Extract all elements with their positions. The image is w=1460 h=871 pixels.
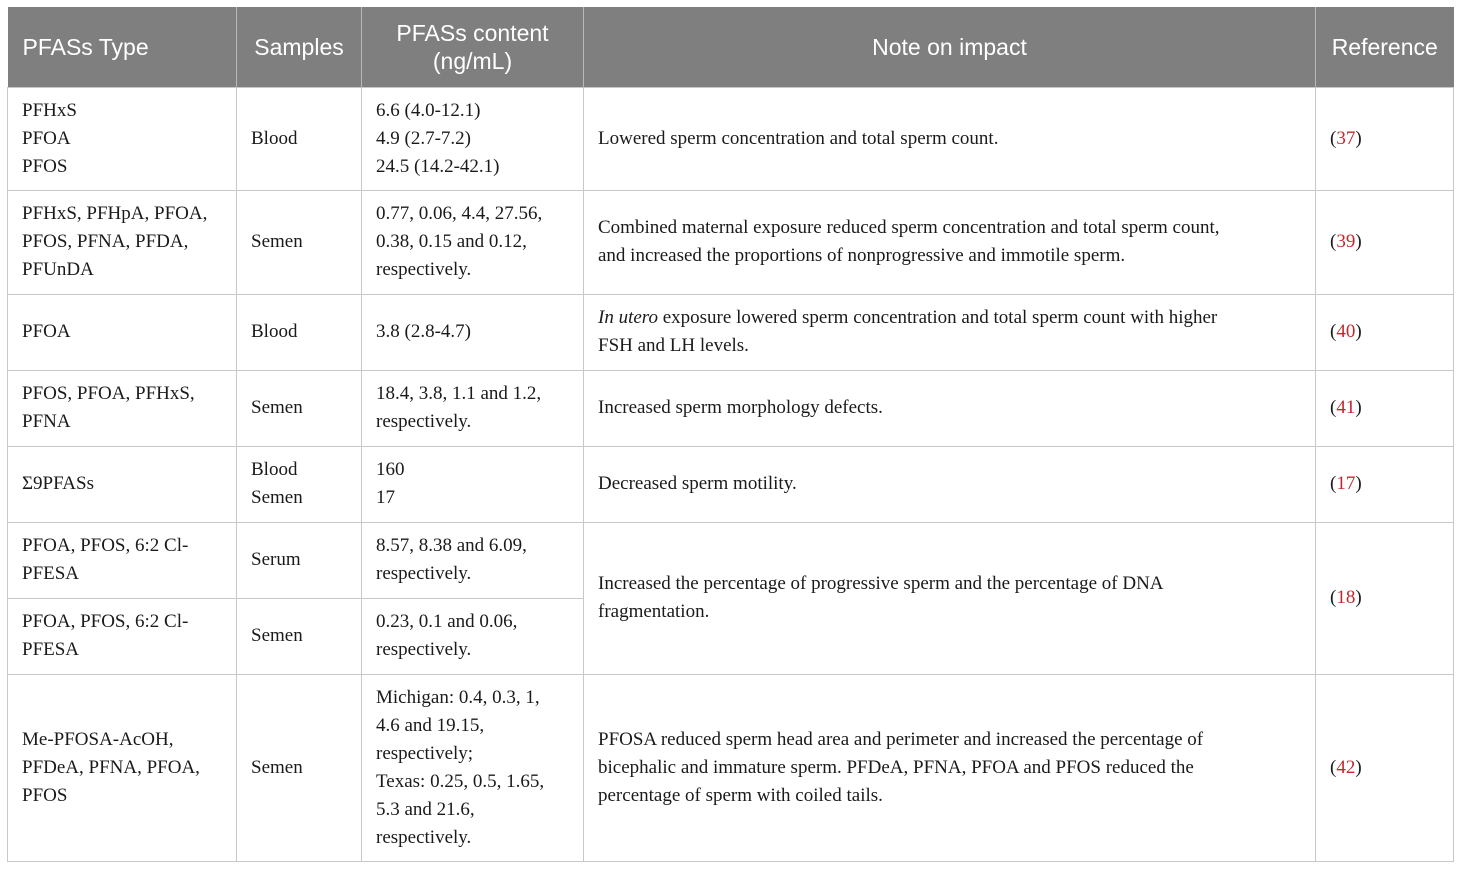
cell-line: PFOA, PFOS, 6:2 Cl- [22, 535, 189, 556]
cell-line: Combined maternal exposure reduced sperm concentration and total sperm count, [598, 217, 1220, 238]
cell-line: fragmentation. [598, 601, 710, 622]
cell-line: Semen [251, 487, 303, 508]
reference-cell: (37) [1316, 87, 1454, 190]
pfas-type-cell [8, 446, 237, 522]
sample-cell [237, 446, 362, 522]
cell-line: respectively. [376, 563, 472, 584]
cell-line: 4.9 (2.7-7.2) [376, 127, 471, 149]
note-cell [584, 522, 1316, 674]
cell-line: Texas: 0.25, 0.5, 1.65, [376, 770, 545, 792]
cell-line: 0.77, 0.06, 4.4, 27.56, [376, 203, 543, 224]
content-cell [362, 674, 584, 861]
cell-line: Increased the percentage of progressive sperm and the percentage of DNA [598, 573, 1164, 594]
cell-line: 8.57, 8.38 and 6.09, [376, 535, 527, 556]
table-row [8, 370, 1454, 446]
cell-line: 6.6 (4.0-12.1) [376, 99, 481, 121]
table-row [8, 674, 1454, 861]
cell-line: 24.5 (14.2-42.1) [376, 155, 500, 177]
table-row [8, 190, 1454, 294]
header-pfas-content: PFASs content (ng/mL) [362, 7, 584, 87]
cell-line: respectively; [376, 742, 474, 764]
cell-line: and increased the proportions of nonprogressive and immotile sperm. [598, 245, 1126, 266]
content-cell [362, 190, 584, 294]
header-row [8, 7, 1454, 87]
reference-link[interactable]: 42 [1336, 756, 1356, 778]
cell-line: Me-PFOSA-AcOH, [22, 728, 174, 750]
note-cell [584, 87, 1316, 190]
cell-line: 4.6 and 19.15, [376, 714, 485, 736]
cell-line: PFOA [22, 127, 71, 149]
header-note-on-impact: Note on impact [584, 7, 1316, 87]
pfas-type-cell [8, 598, 237, 674]
sample-cell: Serum [237, 522, 362, 598]
cell-line: PFHxS, PFHpA, PFOA, [22, 203, 208, 224]
cell-line: PFOS [22, 784, 68, 806]
reference-cell: (18) [1316, 522, 1454, 674]
table-row [8, 522, 1454, 598]
cell-line: respectively. [376, 639, 472, 660]
header-pfas-type: PFASs Type [8, 7, 237, 87]
cell-line: Σ9PFASs [22, 473, 94, 494]
note-cell [584, 446, 1316, 522]
cell-line [598, 304, 1301, 332]
reference-link[interactable]: 39 [1336, 231, 1356, 252]
cell-line: PFUnDA [22, 259, 94, 280]
cell-line: Blood [251, 459, 298, 480]
cell-line: PFOSA reduced sperm head area and perimeter and increased the percentage of [598, 728, 1204, 750]
content-cell [362, 294, 584, 370]
sample-cell: Semen [237, 598, 362, 674]
cell-line: PFOA, PFOS, 6:2 Cl- [22, 611, 189, 632]
sample-cell: Blood [237, 294, 362, 370]
reference-link[interactable]: 37 [1336, 127, 1356, 149]
reference-cell: (39) [1316, 190, 1454, 294]
content-cell [362, 598, 584, 674]
cell-line: PFOA [22, 321, 71, 342]
cell-line: 0.23, 0.1 and 0.06, [376, 611, 518, 632]
cell-line: percentage of sperm with coiled tails. [598, 784, 883, 806]
cell-line: Michigan: 0.4, 0.3, 1, [376, 686, 540, 708]
table-row [8, 294, 1454, 370]
cell-line: respectively. [376, 411, 472, 432]
reference-link[interactable]: 17 [1336, 473, 1356, 494]
table-row [8, 446, 1454, 522]
pfas-type-cell [8, 294, 237, 370]
pfas-type-cell [8, 674, 237, 861]
note-cell [584, 370, 1316, 446]
cell-line: PFESA [22, 563, 80, 584]
sample-cell: Semen [237, 190, 362, 294]
content-cell [362, 370, 584, 446]
cell-line: PFOS [22, 155, 68, 177]
cell-line: PFOS, PFOA, PFHxS, [22, 383, 195, 404]
cell-line: 3.8 (2.8-4.7) [376, 321, 471, 342]
cell-line: 18.4, 3.8, 1.1 and 1.2, [376, 383, 542, 404]
reference-cell: (42) [1316, 674, 1454, 861]
cell-line: PFOS, PFNA, PFDA, [22, 231, 189, 252]
cell-line: Increased sperm morphology defects. [598, 397, 883, 418]
note-cell [584, 294, 1316, 370]
header-samples: Samples [237, 7, 362, 87]
pfas-table [7, 7, 1454, 862]
content-cell [362, 522, 584, 598]
pfas-type-cell [8, 87, 237, 190]
cell-line: PFESA [22, 639, 80, 660]
note-cell [584, 190, 1316, 294]
cell-line: respectively. [376, 259, 472, 280]
table-row [8, 87, 1454, 190]
reference-link[interactable]: 41 [1336, 397, 1356, 418]
reference-link[interactable]: 40 [1336, 321, 1356, 342]
pfas-type-cell [8, 190, 237, 294]
cell-line: bicephalic and immature sperm. PFDeA, PFNA, PFOA and PFOS reduced the [598, 756, 1194, 778]
note-emphasis: In utero [598, 307, 658, 328]
sample-cell: Semen [237, 370, 362, 446]
reference-cell: (41) [1316, 370, 1454, 446]
cell-line: PFDeA, PFNA, PFOA, [22, 756, 200, 778]
cell-line: Decreased sperm motility. [598, 473, 797, 494]
pfas-type-cell [8, 522, 237, 598]
cell-line: 17 [376, 487, 395, 508]
reference-cell: (40) [1316, 294, 1454, 370]
cell-line: PFNA [22, 411, 71, 432]
reference-cell: (17) [1316, 446, 1454, 522]
cell-line: FSH and LH levels. [598, 335, 749, 356]
cell-line: PFHxS [22, 99, 77, 121]
content-cell [362, 87, 584, 190]
sample-cell: Semen [237, 674, 362, 861]
note-text: exposure lowered sperm concentration and total sperm count with higher [657, 307, 1218, 328]
content-cell [362, 446, 584, 522]
cell-line: 5.3 and 21.6, [376, 798, 475, 820]
reference-link[interactable]: 18 [1336, 587, 1356, 608]
pfas-type-cell [8, 370, 237, 446]
note-cell [584, 674, 1316, 861]
cell-line: respectively. [376, 826, 472, 848]
cell-line: 160 [376, 459, 405, 480]
cell-line: Lowered sperm concentration and total sperm count. [598, 127, 999, 149]
sample-cell: Blood [237, 87, 362, 190]
header-reference: Reference [1316, 7, 1454, 87]
cell-line: 0.38, 0.15 and 0.12, [376, 231, 527, 252]
